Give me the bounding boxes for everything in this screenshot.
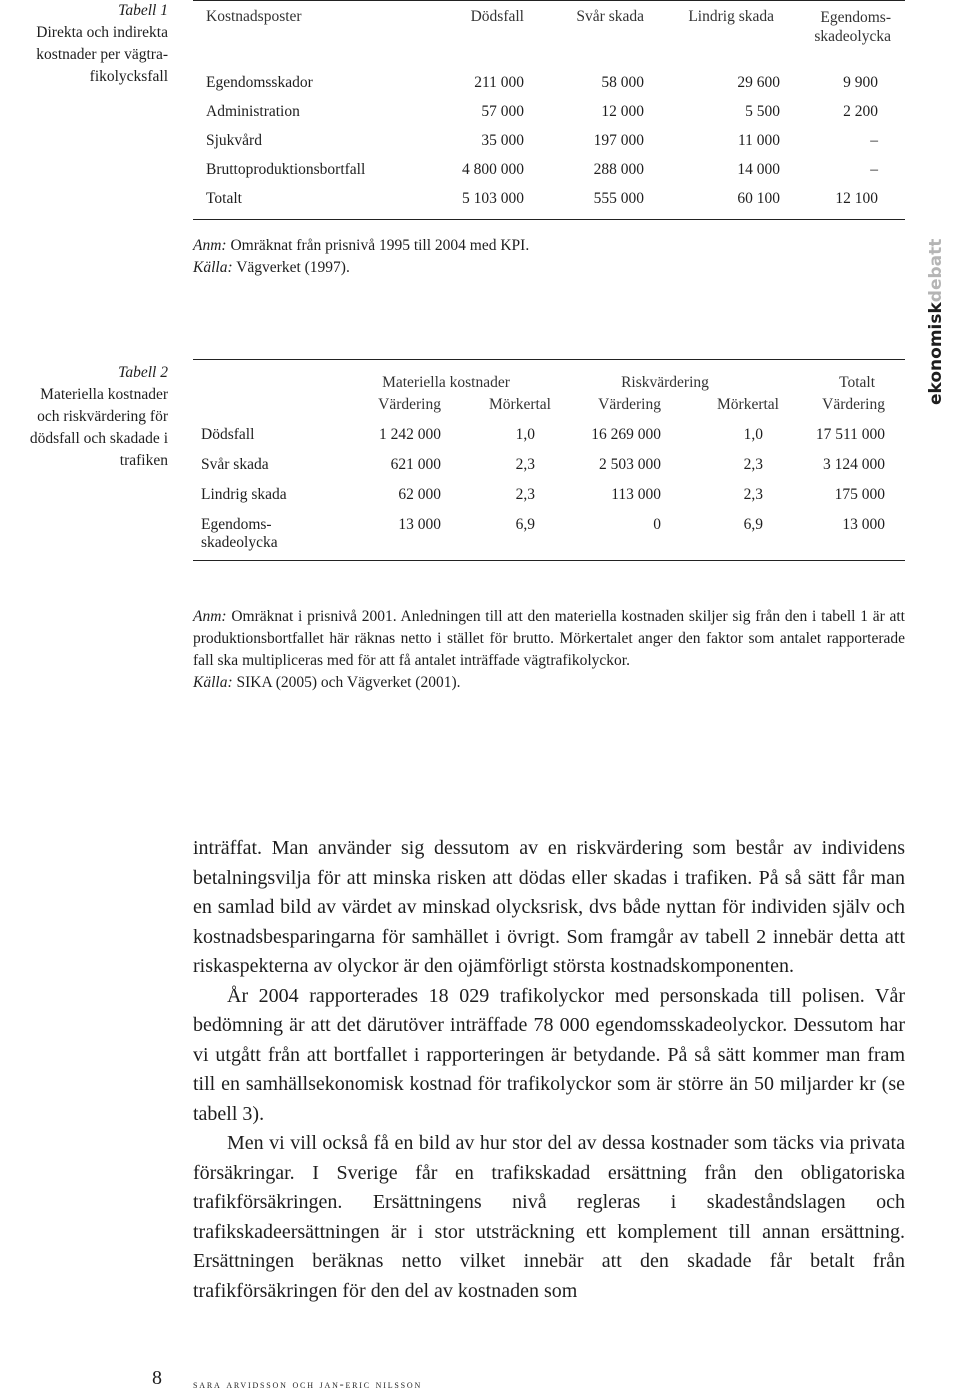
- brand-part: ekonomisk: [926, 302, 946, 405]
- brand-logo: [918, 238, 958, 412]
- table-cell: 2,3: [515, 486, 535, 503]
- table-row: [193, 486, 905, 516]
- table-cell: 57 000: [481, 102, 524, 120]
- table-row: [193, 516, 905, 561]
- table-cell: 4 800 000: [462, 160, 524, 178]
- table-cell: [193, 516, 341, 561]
- table2-caption-line: dödsfall och skadade i: [29, 430, 168, 447]
- paragraph: Men vi vill också få en bild av hur stor del av dessa kostnader som täcks via privata försäkringar. I Sverige får en trafikskadad ersättning från den obligatoriska trafikförsäkringen. Ersättningens nivå regleras i skadeståndslagen och trafikskadeersättningen är i stor utsträckning ett komplement till annan ersättning. Ersättningen beräknas netto vilket innebär att den skadade får betalt från trafikförsäkringen för den del av kostnaden som: [193, 1132, 905, 1302]
- table1-note: [193, 235, 905, 257]
- table-row: [193, 126, 905, 155]
- table-cell: 6,9: [743, 516, 763, 533]
- table-cell: 288 000: [593, 160, 644, 178]
- table-cell: 2 503 000: [599, 456, 661, 473]
- table-header-row: [193, 1, 905, 69]
- brand-part: debatt: [926, 238, 946, 303]
- table-cell: Bruttoproduktionsbortfall: [206, 160, 366, 178]
- table-cell: 60 100: [737, 189, 780, 207]
- table-cell: 211 000: [474, 73, 524, 91]
- table-cell: 113 000: [611, 486, 661, 503]
- group-header: Riskvärdering: [621, 374, 709, 391]
- table-cell: 1,0: [743, 426, 763, 443]
- table2-caption-line: och riskvärdering för: [37, 408, 168, 425]
- column-header: Dödsfall: [470, 8, 524, 25]
- table-cell: 58 000: [601, 73, 644, 91]
- column-header-line: Egendoms-: [820, 9, 891, 26]
- source-label: Källa:: [193, 259, 233, 276]
- table-cell: 5 103 000: [462, 189, 524, 207]
- table1-notes: [193, 235, 905, 279]
- table-cell: 13 000: [842, 516, 885, 533]
- table-cell: 2,3: [515, 456, 535, 473]
- paragraph: År 2004 rapporterades 18 029 trafikolyckor med personskada till polisen. Vår bedömning är att det därutöver inträffade 78 000 egendomsskadeolyckor. Dessutom har vi utgått från att bortfallet i rapporteringen är betydande. På så sätt kommer man fram till en samhällsekonomisk kostnad för trafikolyckor som är större än 50 miljarder kr (se tabell 3).: [193, 984, 905, 1125]
- note-text: Omräknat från prisnivå 1995 till 2004 med KPI.: [226, 237, 530, 254]
- paragraph: inträffat. Man använder sig dessutom av en riskvärdering som består av individens betalningsvilja för att minska risken att dödas eller skadas i trafiken. På så sätt får man en samlad bild av värdet av minskad olycksrisk, dvs både nyttan för individen själv och kostnadsbesparingarna för samhället i övrigt. Som framgår av tabell 2 innebär detta att riskaspekterna av olyckor är den ojämförligt största kostnadskomponenten.: [193, 837, 905, 977]
- table2-caption-line: trafiken: [119, 452, 168, 469]
- table-cell: Svår skada: [201, 456, 269, 473]
- table-cell: Egendomsskador: [206, 73, 313, 91]
- table1-caption-line: fikolycksfall: [89, 68, 168, 85]
- group-header: Totalt: [839, 374, 875, 391]
- table-cell: 197 000: [593, 131, 644, 149]
- note-text: Omräknat i prisnivå 2001. Anledningen till att den materiella kostnaden skiljer sig från den i tabell 1 är att produktionsbortfallet här räknas netto i stället för brutto. Mörkertalet anger den faktor som antalet rapporterade fall ska multipliceras med för att få antalet inträffade vägtrafikolyckor.: [193, 608, 905, 669]
- table-cell: 2 200: [843, 102, 878, 120]
- page-number: 8: [152, 1367, 162, 1389]
- table2-caption-line: Materiella kostnader: [40, 386, 168, 403]
- table-cell: 29 600: [737, 73, 780, 91]
- source-label: Källa:: [193, 674, 233, 691]
- column-header-line: skadeolycka: [814, 28, 891, 45]
- cell-line: skadeolycka: [201, 534, 278, 551]
- table-group-header-row: [193, 360, 905, 397]
- source-text: SIKA (2005) och Vägverket (2001).: [232, 674, 461, 691]
- table-cell: 175 000: [834, 486, 885, 503]
- source-text: Vägverket (1997).: [232, 259, 350, 276]
- table1-caption-line: Direkta och indirekta: [36, 24, 168, 41]
- column-header: Mörkertal: [717, 396, 779, 413]
- table-cell: 2,3: [743, 456, 763, 473]
- table-row: [193, 68, 905, 97]
- column-header: Svår skada: [576, 8, 644, 25]
- table-cell: 9 900: [843, 73, 878, 91]
- column-header: Kostnadsposter: [206, 8, 302, 25]
- table-cell: 12 100: [835, 189, 878, 207]
- table2-notes: [193, 606, 905, 694]
- body-text: [193, 834, 905, 1306]
- table1-caption-line: kostnader per vägtra-: [36, 46, 168, 63]
- table-cell: 555 000: [593, 189, 644, 207]
- table1-caption-number: Tabell 1: [118, 2, 168, 19]
- column-header: Värdering: [598, 396, 661, 413]
- group-header: Materiella kostnader: [382, 374, 510, 391]
- column-header: Lindrig skada: [688, 8, 774, 25]
- table-cell: 35 000: [481, 131, 524, 149]
- table-row: [193, 426, 905, 456]
- table-cell: 2,3: [743, 486, 763, 503]
- table-cell: –: [870, 131, 878, 149]
- running-footer-authors: sara arvidsson och jan-eric nilsson: [193, 1377, 423, 1391]
- table-cell: 13 000: [398, 516, 441, 533]
- table-cell: 16 269 000: [591, 426, 661, 443]
- cost-table: [193, 0, 905, 220]
- table-row: [193, 456, 905, 486]
- table-cell: 12 000: [601, 102, 644, 120]
- table-cell: 62 000: [398, 486, 441, 503]
- table2-caption-number: Tabell 2: [118, 364, 168, 381]
- table-cell: 17 511 000: [815, 426, 885, 443]
- column-header: Mörkertal: [489, 396, 551, 413]
- table-cell: Lindrig skada: [201, 486, 287, 503]
- table-cell: Sjukvård: [206, 131, 262, 149]
- column-header: Värdering: [378, 396, 441, 413]
- note-label: Anm:: [193, 608, 227, 625]
- note-label: Anm:: [193, 237, 227, 254]
- column-header: Värdering: [822, 396, 885, 413]
- table1-source: [193, 257, 905, 279]
- table-cell: Dödsfall: [201, 426, 255, 443]
- table-row: [193, 155, 905, 184]
- table-cell: 3 124 000: [823, 456, 885, 473]
- table-cell: 0: [653, 516, 661, 533]
- table-cell: Totalt: [206, 189, 242, 207]
- table-cell: Administration: [206, 102, 300, 120]
- table-cell: 14 000: [737, 160, 780, 178]
- table2-note: [193, 606, 905, 672]
- table-row: [193, 97, 905, 126]
- cell-line: Egendoms-: [201, 516, 272, 533]
- table-cell: 6,9: [515, 516, 535, 533]
- table-cell: 5 500: [745, 102, 780, 120]
- table-cell: 1,0: [515, 426, 535, 443]
- table-cell: 11 000: [737, 131, 780, 149]
- table-row-total: [193, 184, 905, 220]
- table2-source: [193, 672, 905, 694]
- table-cell: 621 000: [390, 456, 441, 473]
- risk-valuation-table: [193, 359, 905, 561]
- table2-caption: [0, 362, 168, 472]
- table-cell: –: [870, 160, 878, 178]
- table1-caption: [0, 0, 168, 88]
- column-header: [780, 1, 905, 69]
- table-cell: 1 242 000: [379, 426, 441, 443]
- table-subheader-row: [193, 396, 905, 426]
